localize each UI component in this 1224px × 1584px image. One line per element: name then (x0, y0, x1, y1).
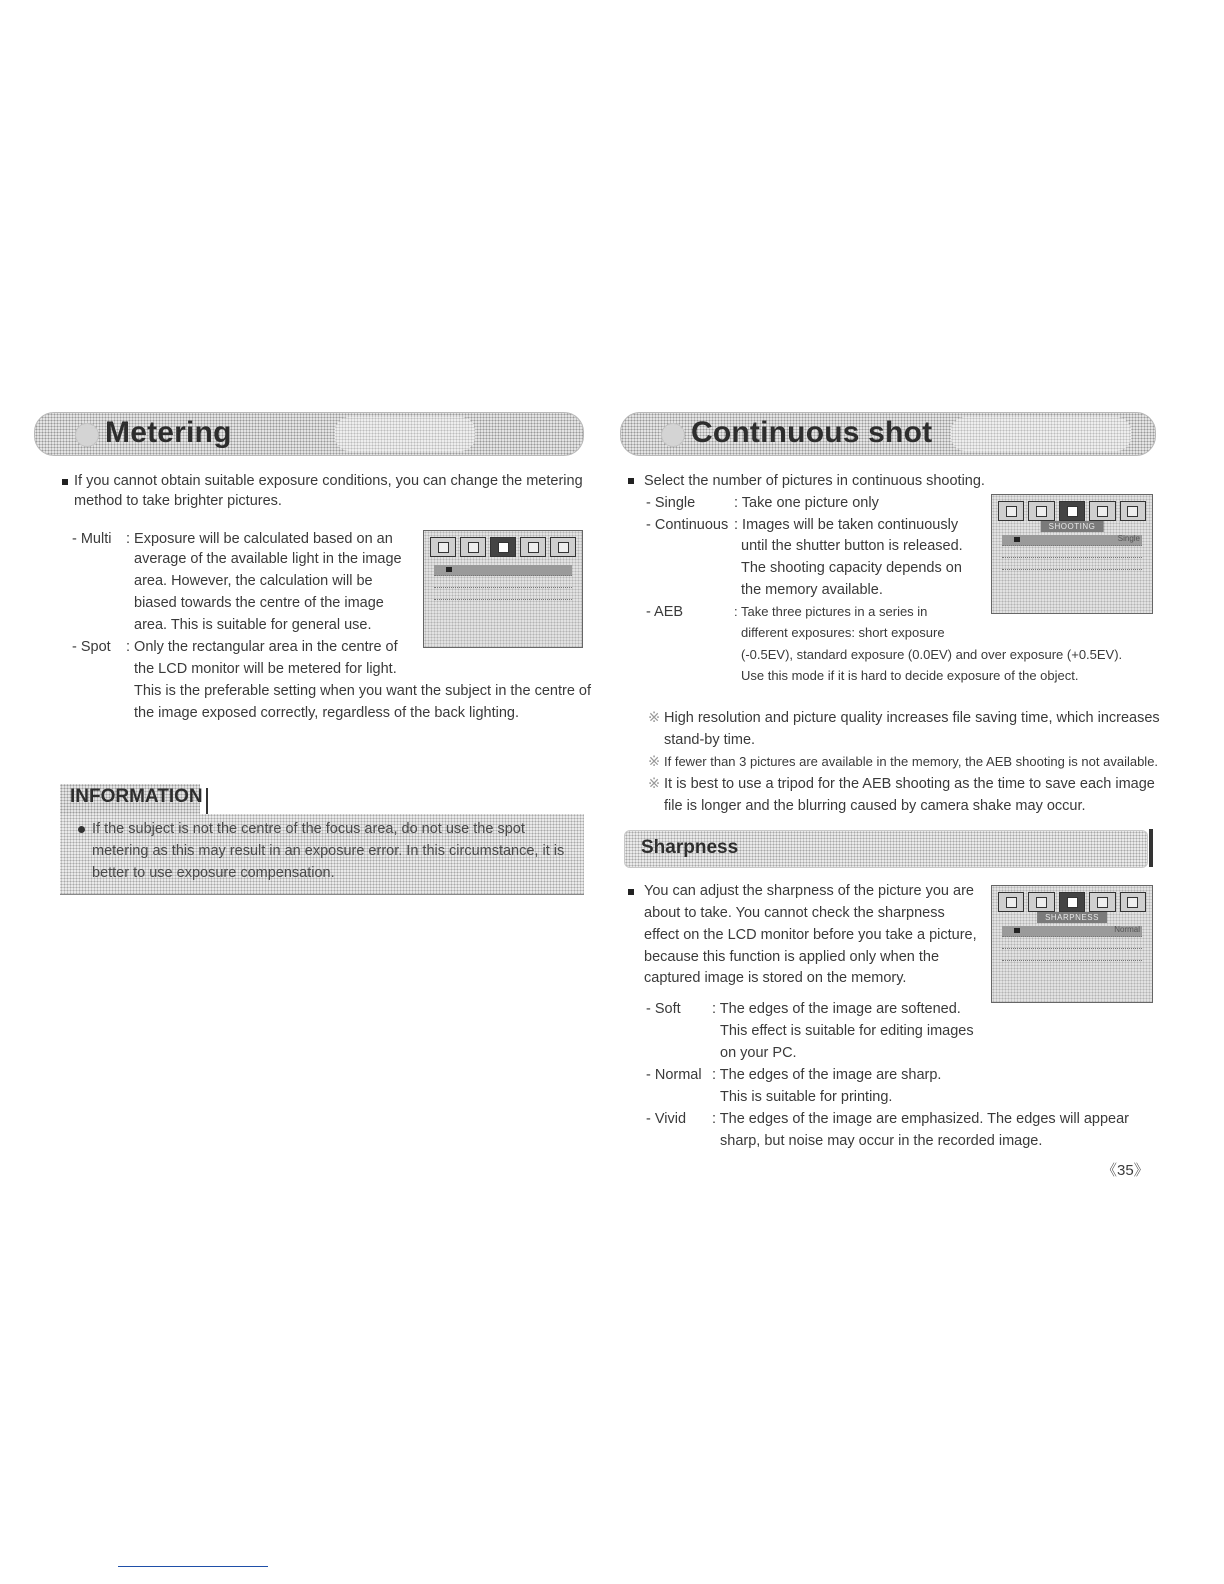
lcd-tabs (998, 892, 1146, 912)
information-label (60, 784, 203, 816)
vivid-text-1: : The edges of the image are emphasized. The edges will appear (712, 1111, 1130, 1127)
footer-rule (118, 1566, 268, 1567)
title-bar-disk (75, 423, 99, 447)
aeb-text-2: different exposures: short exposure (741, 625, 945, 640)
soft-text-2: This effect is suitable for editing images (720, 1023, 974, 1039)
multi-text-5: area. This is suitable for general use. (134, 617, 372, 633)
lcd-row-marker (1014, 537, 1020, 542)
aeb-text-3: (-0.5EV), standard exposure (0.0EV) and over exposure (+0.5EV). (741, 647, 1123, 662)
note-2-text: If fewer than 3 pictures are available in the memory, the AEB shooting is not available. (664, 754, 1159, 769)
soft-text-3: on your PC. (720, 1045, 797, 1061)
continuous-intro: Select the number of pictures in continuous shooting. (644, 473, 985, 489)
information-text-1: If the subject is not the centre of the focus area, do not use the spot (92, 821, 525, 837)
spot-text-2: the LCD monitor will be metered for light. (134, 661, 397, 677)
sharpness-intro-3: effect on the LCD monitor before you take a picture, (644, 927, 977, 943)
information-title: INFORMATION (70, 786, 203, 807)
multi-text-3: area. However, the calculation will be (134, 573, 373, 589)
lcd-menu-row (1002, 938, 1142, 949)
normal-text-1: : The edges of the image are sharp. (712, 1067, 942, 1083)
normal-label: - Normal (646, 1067, 702, 1083)
aeb-label: - AEB (646, 604, 684, 620)
spot-text-3: This is the preferable setting when you want the subject in the centre of (134, 683, 592, 699)
lcd-menu-title: SHARPNESS (1037, 912, 1107, 923)
title-bar-disk (661, 423, 685, 447)
title-bar-band (335, 417, 475, 451)
lcd-tabs (430, 537, 576, 557)
note-mark: ※ (648, 710, 661, 726)
normal-text-2: This is suitable for printing. (720, 1089, 893, 1105)
vivid-label: - Vivid (646, 1111, 687, 1127)
metering-title-bar (34, 412, 584, 456)
lcd-tab-icon (998, 892, 1024, 912)
spot-text-4: the image exposed correctly, regardless of the back lighting. (134, 705, 519, 721)
lcd-tab-icon (1089, 892, 1115, 912)
continuous-text-2: until the shutter button is released. (741, 538, 963, 554)
note-1-text-2: stand-by time. (664, 732, 756, 748)
lcd-tab-icon (460, 537, 486, 557)
continuous-text-3: The shooting capacity depends on (741, 560, 962, 576)
information-label-bar (206, 788, 208, 814)
lcd-tab-icon (520, 537, 546, 557)
sharpness-bar-endcap (1149, 829, 1153, 867)
sharpness-intro-2: about to take. You cannot check the sharpness (644, 905, 945, 921)
lcd-menu-value: Normal (1114, 925, 1140, 934)
lcd-menu-row (434, 577, 572, 588)
info-bullet (78, 826, 85, 833)
lcd-tab-icon (1120, 892, 1146, 912)
lcd-menu-row (1002, 950, 1142, 961)
lcd-menu-row (1002, 926, 1142, 937)
multi-text-2: average of the available light in the image (134, 551, 402, 567)
lcd-tab-icon (998, 501, 1024, 521)
single-text-1: : Take one picture only (734, 495, 879, 511)
spot-text-1: : Only the rectangular area in the centre of (126, 639, 398, 655)
metering-title: Metering (105, 416, 232, 449)
note-1-text-1: High resolution and picture quality increases file saving time, which increases (664, 710, 1160, 726)
continuous-lcd-screen (991, 494, 1153, 614)
page-number: 《35》 (1102, 1162, 1149, 1179)
aeb-text-1: : Take three pictures in a series in (734, 604, 928, 619)
lcd-tab-icon (1028, 892, 1054, 912)
title-bar-band (951, 417, 1131, 451)
lcd-menu-row (1002, 547, 1142, 558)
sharpness-title-bar (624, 830, 1148, 868)
multi-text-1: : Exposure will be calculated based on an (126, 531, 393, 547)
lcd-tab-icon (1028, 501, 1054, 521)
continuous-text-1: : Images will be taken continuously (734, 517, 959, 533)
lcd-tab-icon (1059, 892, 1085, 912)
lcd-tab-icon (490, 537, 516, 557)
information-box (60, 814, 584, 895)
lcd-menu-value: Single (1117, 534, 1140, 543)
lcd-menu-title: SHOOTING (1041, 521, 1104, 532)
lcd-tab-icon (1089, 501, 1115, 521)
soft-label: - Soft (646, 1001, 681, 1017)
lcd-row-marker (1014, 928, 1020, 933)
continuous-text-4: the memory available. (741, 582, 883, 598)
soft-text-1: : The edges of the image are softened. (712, 1001, 961, 1017)
sharpness-intro-1: You can adjust the sharpness of the picture you are (644, 883, 974, 899)
information-text-3: better to use exposure compensation. (92, 865, 335, 881)
bullet (628, 889, 634, 895)
lcd-menu-row (1002, 535, 1142, 546)
lcd-menu-row (434, 565, 572, 576)
lcd-tab-icon (550, 537, 576, 557)
lcd-row-marker (446, 567, 452, 572)
bullet (62, 479, 68, 485)
lcd-menu-row (1002, 559, 1142, 570)
metering-intro-1: If you cannot obtain suitable exposure conditions, you can change the metering (74, 473, 583, 489)
multi-label: - Multi (72, 531, 112, 547)
sharpness-intro-4: because this function is applied only when the (644, 949, 940, 965)
metering-intro-2: method to take brighter pictures. (74, 493, 282, 509)
note-mark: ※ (648, 754, 661, 770)
aeb-text-4: Use this mode if it is hard to decide exposure of the object. (741, 668, 1079, 683)
multi-text-4: biased towards the centre of the image (134, 595, 384, 611)
note-3-text-1: It is best to use a tripod for the AEB shooting as the time to save each image (664, 776, 1155, 792)
sharpness-intro-5: captured image is stored on the memory. (644, 970, 907, 986)
metering-lcd-screen (423, 530, 583, 648)
continuous-label: - Continuous (646, 517, 729, 533)
vivid-text-2: sharp, but noise may occur in the recorded image. (720, 1133, 1043, 1149)
lcd-tab-icon (1059, 501, 1085, 521)
note-mark: ※ (648, 776, 661, 792)
note-3-text-2: file is longer and the blurring caused by camera shake may occur. (664, 798, 1086, 814)
sharpness-lcd-screen (991, 885, 1153, 1003)
lcd-tab-icon (1120, 501, 1146, 521)
continuous-title: Continuous shot (691, 416, 933, 449)
continuous-title-bar (620, 412, 1156, 456)
bullet (628, 478, 634, 484)
sharpness-title: Sharpness (641, 837, 739, 858)
information-text-2: metering as this may result in an exposure error. In this circumstance, it is (92, 843, 565, 859)
lcd-tabs (998, 501, 1146, 521)
single-label: - Single (646, 495, 696, 511)
lcd-tab-icon (430, 537, 456, 557)
lcd-menu-row (434, 589, 572, 600)
spot-label: - Spot (72, 639, 111, 655)
